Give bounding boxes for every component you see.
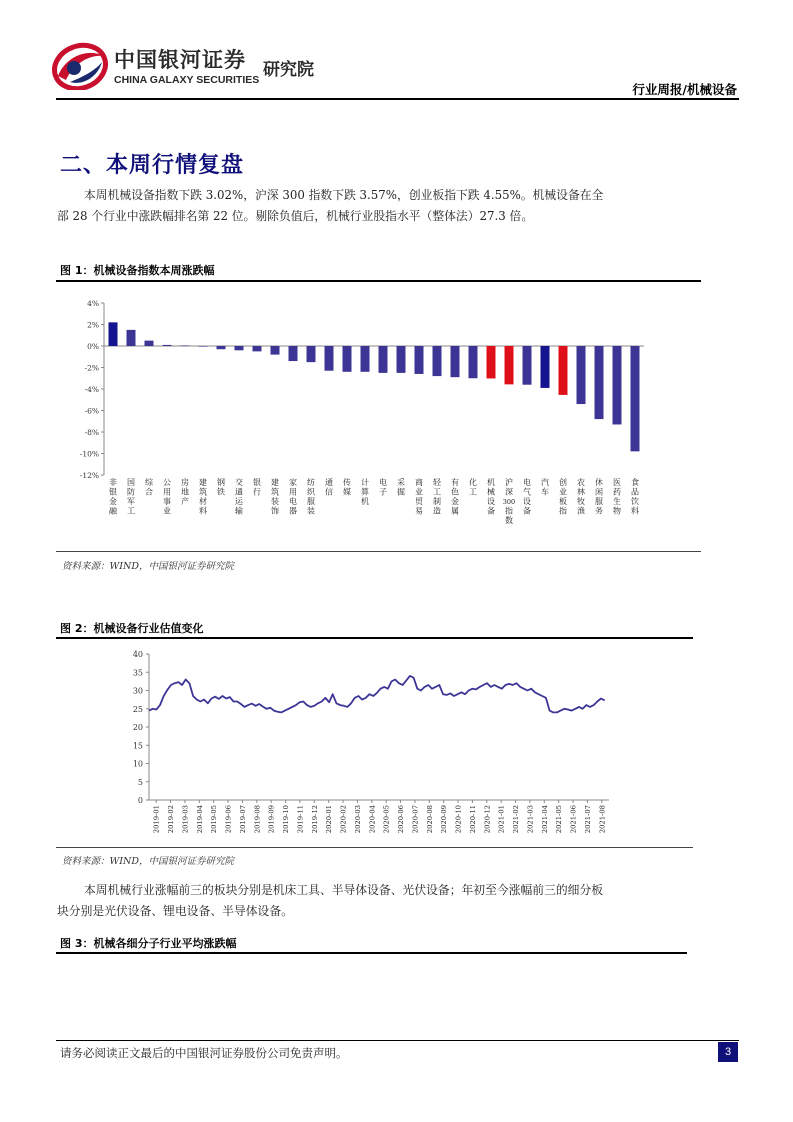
header-divider [56, 98, 739, 100]
bar [415, 346, 424, 374]
figure-1-source: 资料来源：WIND，中国银河证券研究院 [62, 561, 234, 572]
category-label: 有色金属 [451, 478, 459, 516]
figure-1-bottom-rule [56, 551, 701, 552]
category-label: 化工 [469, 478, 477, 497]
figure-1-top-rule [56, 280, 701, 282]
category-label: 国防军工 [127, 478, 135, 516]
y-tick-label: -6% [84, 406, 99, 416]
x-tick-label: 2019-07 [238, 805, 247, 834]
y-tick-label: 2% [87, 320, 99, 330]
bar [181, 345, 190, 346]
category-label: 采掘 [397, 478, 405, 497]
category-label: 钢铁 [217, 478, 225, 497]
bar [127, 330, 136, 346]
x-tick-label: 2020-04 [368, 805, 377, 834]
x-tick-label: 2020-05 [382, 805, 391, 834]
figure-2-bottom-rule [56, 847, 693, 848]
bar [199, 346, 208, 347]
x-tick-label: 2019-03 [181, 805, 190, 834]
category-label: 综合 [145, 478, 153, 497]
x-tick-label: 2021-08 [598, 805, 607, 834]
category-label: 房地产 [181, 478, 189, 506]
x-tick-label: 2021-03 [526, 805, 535, 834]
bar [343, 346, 352, 372]
y-tick-label: -2% [84, 363, 99, 373]
y-tick-label: -10% [79, 449, 99, 459]
y-tick-label: 4% [87, 299, 99, 308]
x-tick-label: 2021-06 [569, 805, 578, 834]
footer-disclaimer: 请务必阅读正文最后的中国银河证券股份公司免责声明。 [60, 1046, 348, 1060]
x-tick-label: 2021-01 [497, 805, 506, 834]
bar [577, 346, 586, 404]
category-label: 沪深 300 指数 [502, 478, 516, 525]
bar [145, 341, 154, 346]
y-tick-label: -4% [84, 385, 99, 394]
logo [52, 40, 352, 92]
section-title: 二、本周行情复盘 [60, 153, 245, 178]
figure-3-top-rule [56, 952, 687, 954]
x-tick-label: 2019-06 [224, 805, 233, 834]
x-tick-label: 2019-01 [152, 805, 161, 834]
category-label: 创业板指 [559, 478, 567, 516]
bar [163, 345, 172, 346]
paragraph-weekly-review: 本周机械设备指数下跌 3.02%，沪深 300 指数下跌 3.57%，创业板指下跌 4.55%。机械设备在全部 28 个行业中涨跌幅排名第 22 位。剔除负值后，机械行业股指水平（整体法）27.3 倍。 [57, 188, 604, 223]
category-label: 计算机 [361, 478, 369, 506]
x-tick-label: 2021-05 [555, 805, 564, 834]
brand-name-en: CHINA GALAXY SECURITIES [114, 74, 260, 86]
pe-ratio-series-line [149, 676, 605, 713]
category-label: 非银金融 [109, 478, 117, 516]
category-label: 银行 [253, 478, 261, 497]
y-tick-label: 40 [132, 650, 143, 659]
x-tick-label: 2020-08 [425, 805, 434, 834]
bar [217, 346, 226, 349]
x-tick-label: 2020-11 [468, 805, 477, 834]
category-label: 通信 [325, 478, 333, 497]
category-label: 建筑装饰 [271, 478, 279, 516]
bar [289, 346, 298, 361]
category-label: 公用事业 [163, 478, 171, 516]
y-tick-label: -12% [79, 471, 99, 480]
y-tick-label: 20 [132, 723, 143, 732]
figure-3-label: 图 3：机械各细分子行业平均涨跌幅 [60, 937, 237, 950]
report-type: 行业周报/机械设备 [632, 82, 737, 97]
bar [235, 346, 244, 350]
bar [595, 346, 604, 419]
x-tick-label: 2021-07 [583, 805, 592, 834]
x-tick-label: 2020-02 [339, 805, 348, 834]
brand-institute: 研究院 [263, 60, 314, 80]
category-label: 家用电器 [289, 478, 297, 516]
category-label: 休闲服务 [595, 478, 603, 516]
x-tick-label: 2019-05 [210, 805, 219, 834]
bar-chart [56, 283, 701, 548]
category-label: 交通运输 [235, 478, 243, 516]
category-label: 传媒 [343, 478, 351, 497]
y-tick-label: 25 [132, 704, 143, 714]
y-tick-label: 35 [132, 668, 143, 678]
bar [307, 346, 316, 362]
category-label: 商业贸易 [415, 478, 423, 516]
bar [505, 346, 514, 384]
x-tick-label: 2020-09 [440, 805, 449, 834]
bar [559, 346, 568, 395]
category-label: 机械设备 [487, 478, 495, 516]
bar [433, 346, 442, 376]
bar [253, 346, 262, 351]
bar [613, 346, 622, 424]
x-tick-label: 2019-11 [296, 805, 305, 834]
y-tick-label: 0 [137, 796, 143, 805]
bar [361, 346, 370, 372]
x-tick-label: 2020-01 [325, 805, 334, 834]
y-tick-label: 15 [132, 741, 143, 751]
y-tick-label: 0% [87, 342, 99, 351]
figure-2-source: 资料来源：WIND，中国银河证券研究院 [62, 856, 234, 867]
y-tick-label: 10 [132, 759, 143, 769]
category-label: 电气设备 [523, 478, 531, 516]
line-chart [56, 640, 693, 845]
bar [379, 346, 388, 373]
brand-name-cn: 中国银河证券 [114, 48, 246, 72]
category-label: 轻工制造 [433, 478, 441, 516]
x-tick-label: 2020-12 [483, 805, 492, 834]
category-label: 医药生物 [613, 478, 621, 516]
category-label: 电子 [379, 478, 387, 497]
figure-2-label: 图 2：机械设备行业估值变化 [60, 622, 204, 635]
x-tick-label: 2019-08 [253, 805, 262, 834]
category-label: 食品饮料 [631, 478, 639, 516]
bar [541, 346, 550, 388]
galaxy-logo-icon [52, 42, 108, 90]
x-tick-label: 2019-04 [195, 805, 204, 834]
bar [487, 346, 496, 378]
figure-1-label: 图 1：机械设备指数本周涨跌幅 [60, 264, 215, 277]
x-tick-label: 2020-07 [411, 805, 420, 834]
x-tick-label: 2020-03 [353, 805, 362, 834]
page-number: 3 [718, 1042, 738, 1062]
x-tick-label: 2020-06 [397, 805, 406, 834]
x-tick-label: 2019-02 [167, 805, 176, 834]
x-tick-label: 2021-02 [512, 805, 521, 834]
bar [325, 346, 334, 371]
bar [451, 346, 460, 377]
figure-2-top-rule [56, 637, 693, 639]
y-tick-label: 30 [132, 686, 143, 696]
bar [109, 322, 118, 346]
category-label: 建筑材料 [199, 478, 207, 516]
bar [397, 346, 406, 373]
paragraph-subsector-review: 本周机械行业涨幅前三的板块分别是机床工具、半导体设备、光伏设备；年初至今涨幅前三的细分板块分别是光伏设备、锂电设备、半导体设备。 [57, 883, 604, 918]
x-tick-label: 2019-09 [267, 805, 276, 834]
bar [271, 346, 280, 355]
y-tick-label: 5 [137, 777, 143, 787]
category-label: 农林牧渔 [577, 478, 585, 516]
footer-divider [56, 1040, 739, 1041]
y-tick-label: -8% [84, 428, 99, 437]
bar [523, 346, 532, 385]
x-tick-label: 2019-10 [282, 805, 291, 834]
category-label: 汽车 [541, 478, 549, 497]
x-tick-label: 2020-10 [454, 805, 463, 834]
bar [631, 346, 640, 451]
x-tick-label: 2021-04 [540, 805, 549, 834]
x-tick-label: 2019-12 [310, 805, 319, 834]
bar [469, 346, 478, 378]
category-label: 纺织服装 [307, 478, 315, 516]
